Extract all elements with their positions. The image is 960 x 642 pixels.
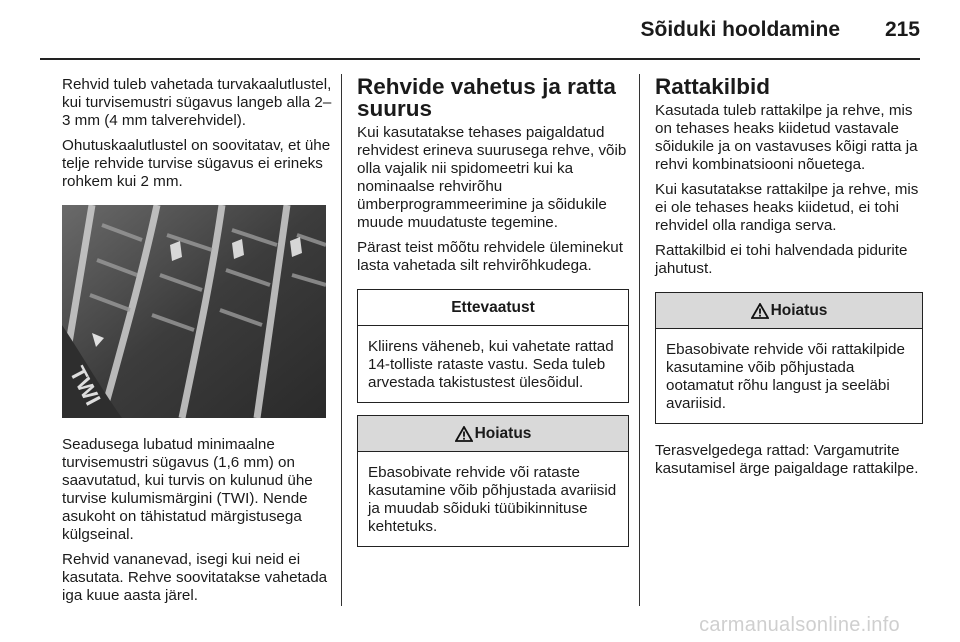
watermark: carmanualsonline.info xyxy=(699,614,900,636)
paragraph: Rehvid vananevad, isegi kui neid ei kasutata. Rehve soovitatakse vahetada iga kuue aasta järel. xyxy=(62,551,328,604)
caution-box xyxy=(357,289,629,403)
section-heading-line: suurus xyxy=(357,96,433,121)
caution-title: Ettevaatust xyxy=(358,290,628,326)
section-heading: Rattakilbid xyxy=(655,74,771,99)
warning-box xyxy=(357,415,629,547)
warning-box xyxy=(655,292,923,424)
column-1 xyxy=(62,76,334,612)
warning-triangle-icon xyxy=(455,426,473,442)
page-number: 215 xyxy=(884,18,920,41)
header-divider xyxy=(40,58,920,60)
paragraph: Kui kasutatakse tehases paigaldatud rehvidest erineva suurusega rehve, võib olla vajalik nii spidomeetri kui ka nominaalse rehvirõhu ümberprogrammeerimine ja sõidukile muude muudatuste tegemine. xyxy=(357,124,627,231)
chapter-title: Sõiduki hooldamine xyxy=(640,18,840,41)
paragraph: Rattakilbid ei tohi halvendada pidurite jahutust. xyxy=(655,242,908,277)
section-heading xyxy=(357,76,629,120)
column-2 xyxy=(357,76,629,557)
caution-text: Kliirens väheneb, kui vahetate rattad 14-tolliste rataste vastu. Seda tuleb arvestada takistustest ülesõidul. xyxy=(368,338,614,391)
tire-tread-illustration xyxy=(62,205,326,418)
page-header xyxy=(0,0,960,62)
column-divider xyxy=(341,74,342,606)
paragraph: Pärast teist mõõtu rehvidele üleminekut lasta vahetada silt rehvirõhkudega. xyxy=(357,239,623,274)
warning-title: Hoiatus xyxy=(770,301,828,319)
paragraph: Ohutuskaalutlustel on soovitatav, et ühe telje rehvide turvise sügavus ei erineks rohkem kui 2 mm. xyxy=(62,137,331,190)
paragraph: Rehvid tuleb vahetada turvakaalutlustel, kui turvisemustri sügavus langeb alla 2–3 mm (4 mm talverehvidel). xyxy=(62,76,332,129)
warning-text: Ebasobivate rehvide või rattakilpide kasutamine võib põhjustada ootamatut rõhu langust ja seeläbi avariisid. xyxy=(666,341,905,412)
column-3 xyxy=(655,76,923,485)
warning-text: Ebasobivate rehvide või rataste kasutamine võib põhjustada avariisid ja muudab sõiduki tüübikinnituse kehtetuks. xyxy=(368,464,617,535)
section-heading-line: Rehvide vahetus ja ratta xyxy=(357,74,616,99)
warning-triangle-icon xyxy=(751,303,769,319)
paragraph: Kasutada tuleb rattakilpe ja rehve, mis on tehases heaks kiidetud vastavale sõidukile ja on vastavuses kõigi ratta ja rehvi kombinatsiooni nõuetega. xyxy=(655,102,918,173)
twi-marking: TWI xyxy=(64,362,106,410)
warning-title: Hoiatus xyxy=(474,424,532,442)
paragraph: Kui kasutatakse rattakilpe ja rehve, mis ei ole tehases heaks kiidetud, ei tohi rehvidel olla randiga serva. xyxy=(655,181,919,234)
paragraph: Terasvelgedega rattad: Vargamutrite kasutamisel ärge paigaldage rattakilpe. xyxy=(655,442,919,477)
paragraph: Seadusega lubatud minimaalne turvisemustri sügavus (1,6 mm) on saavutatud, kui turvis on kulunud ühe turvise kulumismärgini (TWI). Nende asukoht on tähistatud märgistusega külgseinal. xyxy=(62,436,313,543)
column-divider xyxy=(639,74,640,606)
